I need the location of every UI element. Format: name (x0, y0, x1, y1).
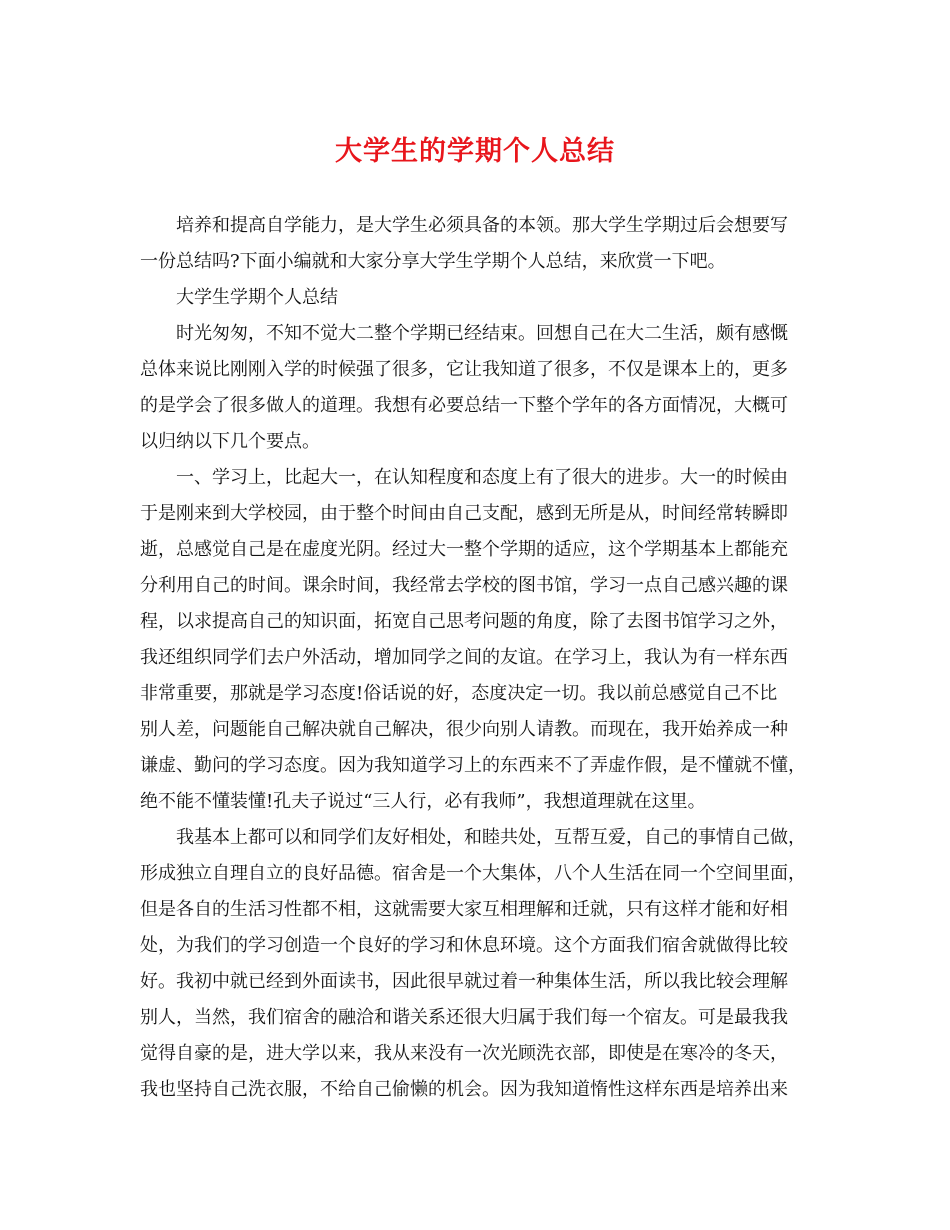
paragraph-line: 形成独立自理自立的良好品德。宿舍是一个大集体，八个人生活在同一个空间里面， (140, 863, 806, 884)
paragraph-line: 程，以求提高自己的知识面，拓宽自己思考问题的角度，除了去图书馆学习之外， (140, 611, 788, 632)
paragraph-line: 逝，总感觉自己是在虚度光阴。经过大一整个学期的适应，这个学期基本上都能充 (140, 539, 788, 560)
paragraph-line: 但是各自的生活习性都不相，这就需要大家互相理解和迁就，只有这样才能和好相 (140, 899, 788, 920)
paragraph-line: 非常重要，那就是学习态度!俗话说的好，态度决定一切。我以前总感觉自己不比 (140, 683, 778, 704)
paragraph-line: 培养和提高自学能力，是大学生必须具备的本领。那大学生学期过后会想要写 (176, 215, 788, 236)
paragraph-line: 我还组织同学们去户外活动，增加同学之间的友谊。在学习上，我认为有一样东西 (140, 647, 788, 668)
paragraph-line: 以归纳以下几个要点。 (140, 431, 320, 452)
paragraph-line: 一、学习上，比起大一，在认知程度和态度上有了很大的进步。大一的时候由 (176, 467, 788, 488)
paragraph-line: 我也坚持自己洗衣服，不给自己偷懒的机会。因为我知道惰性这样东西是培养出来 (140, 1079, 788, 1100)
paragraph-line: 觉得自豪的是，进大学以来，我从来没有一次光顾洗衣部，即使是在寒冷的冬天， (140, 1043, 788, 1064)
paragraph-line: 时光匆匆，不知不觉大二整个学期已经结束。回想自己在大二生活，颇有感慨 (176, 323, 788, 344)
paragraph-line: 一份总结吗?下面小编就和大家分享大学生学期个人总结，来欣赏一下吧。 (140, 251, 726, 272)
section-heading: 大学生学期个人总结 (176, 287, 338, 308)
document-title: 大学生的学期个人总结 (335, 136, 615, 167)
paragraph-line: 于是刚来到大学校园，由于整个时间由自己支配，感到无所是从，时间经常转瞬即 (140, 503, 788, 524)
paragraph-line: 别人，当然，我们宿舍的融洽和谐关系还很大归属于我们每一个宿友。可是最我我 (140, 1007, 788, 1028)
paragraph-line: 别人差，问题能自己解决就自己解决，很少向别人请教。而现在，我开始养成一种 (140, 719, 788, 740)
paragraph-line: 谦虚、勤问的学习态度。因为我知道学习上的东西来不了弄虚作假，是不懂就不懂， (140, 755, 806, 776)
paragraph-line: 的是学会了很多做人的道理。我想有必要总结一下整个学年的各方面情况，大概可 (140, 395, 788, 416)
paragraph-line: 绝不能不懂装懂!孔夫子说过“三人行，必有我师”，我想道理就在这里。 (140, 791, 706, 812)
paragraph-line: 总体来说比刚刚入学的时候强了很多，它让我知道了很多，不仅是课本上的，更多 (140, 359, 788, 380)
paragraph-line: 处，为我们的学习创造一个良好的学习和休息环境。这个方面我们宿舍就做得比较 (140, 935, 788, 956)
paragraph-line: 分利用自己的时间。课余时间，我经常去学校的图书馆，学习一点自己感兴趣的课 (140, 575, 788, 596)
paragraph-line: 我基本上都可以和同学们友好相处，和睦共处，互帮互爱，自己的事情自己做， (176, 827, 806, 848)
paragraph-line: 好。我初中就已经到外面读书，因此很早就过着一种集体生活，所以我比较会理解 (140, 971, 788, 992)
